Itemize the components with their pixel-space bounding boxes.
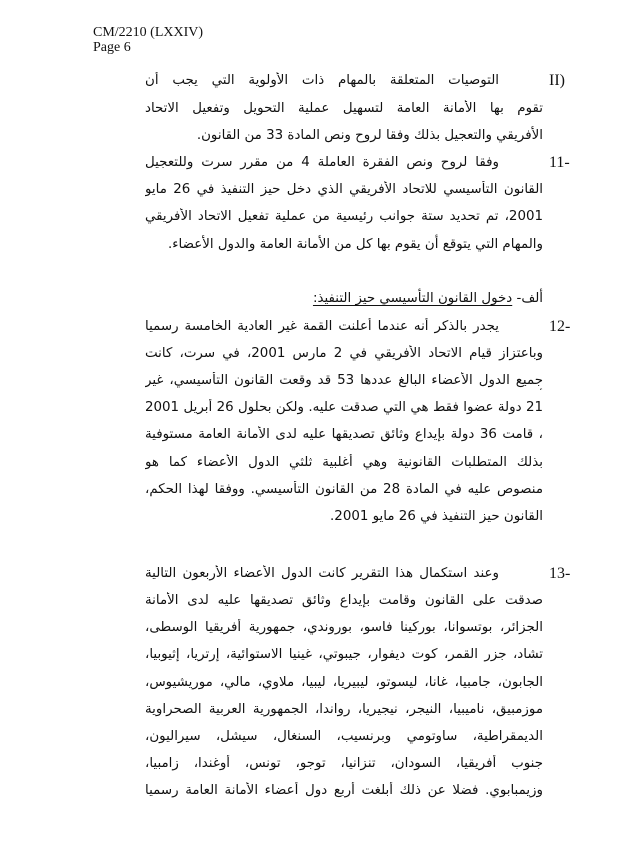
paragraph-line: التوصيات المتعلقة بالمهام ذات الأولوية التي يجب أن [145, 73, 499, 88]
paragraph-line: الجابون، جامبيا، غانا، ليسوتو، ليبيريا، ليبيا، ملاوي، مالي، موريشيوس، [145, 675, 543, 690]
paragraph-line: وباعتزاز قيام الاتحاد الأفريقي في 2 مارس 2001، في سرت، كانت [145, 346, 543, 361]
paragraph-line: موزمبيق، ناميبيا، النيجر، نيجيريا، رواندا، الجمهورية العربية الصحراوية [145, 702, 543, 717]
paragraph-line: بذلك المتطلبات القانونية وهي أغلبية ثلثي الدول الأعضاء كما هو [145, 455, 543, 470]
paragraph-line: يجدر بالذكر أنه عندما أعلنت القمة غير العادية الخامسة رسميا [145, 319, 499, 334]
paragraph-line: والمهام التي يتوقع أن يقوم بها كل من الأمانة العامة والدول الأعضاء. [167, 237, 543, 252]
paragraph-line: الأفريقي والتعجيل بذلك وفقا لروح ونص المادة 33 من القانون. [196, 128, 543, 143]
paragraph-line: 21 دولة عضوا فقط هي التي صدقت عليه. ولكن بحلول 26 أبريل 2001 [145, 400, 543, 415]
paragraph-line: تشاد، جزر القمر، كوت ديفوار، جيبوتي، غينيا الاستوائية، إرتريا، إثيوبيا، [145, 647, 543, 662]
paragraph-line: منصوص عليه في المادة 28 من القانون التأسيسي. ووفقا لهذا الحكم، [145, 482, 543, 497]
paragraph-number: 11- [549, 154, 570, 171]
page-number: Page 6 [93, 40, 131, 55]
paragraph-number: 12- [549, 318, 571, 335]
paragraph-line: الديمقراطية، ساوتومي وبرنسيب، السنغال، سيشل، سيراليون، [145, 729, 543, 744]
section-heading [313, 290, 543, 308]
paragraph-line: جنوب أفريقيا، السودان، تنزانيا، توجو، تونس، أوغندا، زامبيا، [145, 756, 543, 771]
paragraph-line: القانون حيز التنفيذ في 26 مايو 2001. [330, 509, 543, 524]
paragraph-number: 13- [549, 565, 571, 582]
paragraph-line: صدقت على القانون وقامت بإيداع وثائق تصديقها عليه لدى الأمانة [145, 593, 543, 608]
paragraph-line: وفقا لروح ونص الفقرة العاملة 4 من مقرر سرت وللتعجيل [145, 155, 499, 170]
paragraph-line: وزيمبابوي. فضلا عن ذلك أبلغت أربع دول أعضاء الأمانة العامة رسميا [145, 783, 543, 798]
paragraph-line: الجزائر، بوتسوانا، بوركينا فاسو، بوروندي، جمهورية أفريقيا الوسطى، [145, 620, 543, 635]
paragraph-line: 2001، تم تحديد ستة جوانب رئيسية من عملية تفعيل الاتحاد الأفريقي [145, 209, 543, 224]
section-heading-prefix: ألف- [516, 291, 543, 306]
paragraph-number: II) [549, 72, 565, 89]
paragraph-line: جميع الدول الأعضاء البالغ عددها 53 قد وقعت القانون التأسيسي، غير [145, 373, 543, 388]
document-code: CM/2210 (LXXIV) [93, 25, 204, 40]
paragraph-line: ، قامت 36 دولة بإيداع وثائق تصديقها عليه لدى الأمانة العامة مستوفية [145, 427, 543, 442]
paragraph-line: تقوم بها الأمانة العامة لتسهيل عملية التحويل وتفعيل الاتحاد [145, 101, 543, 116]
paragraph-line: وعند استكمال هذا التقرير كانت الدول الأعضاء الأربعون التالية [145, 566, 499, 581]
paragraph-line: القانون التأسيسي للاتحاد الأفريقي الذي دخل حيز التنفيذ في 26 مايو [145, 182, 543, 197]
section-heading-title: دخول القانون التأسيسي حيز التنفيذ: [312, 291, 513, 306]
